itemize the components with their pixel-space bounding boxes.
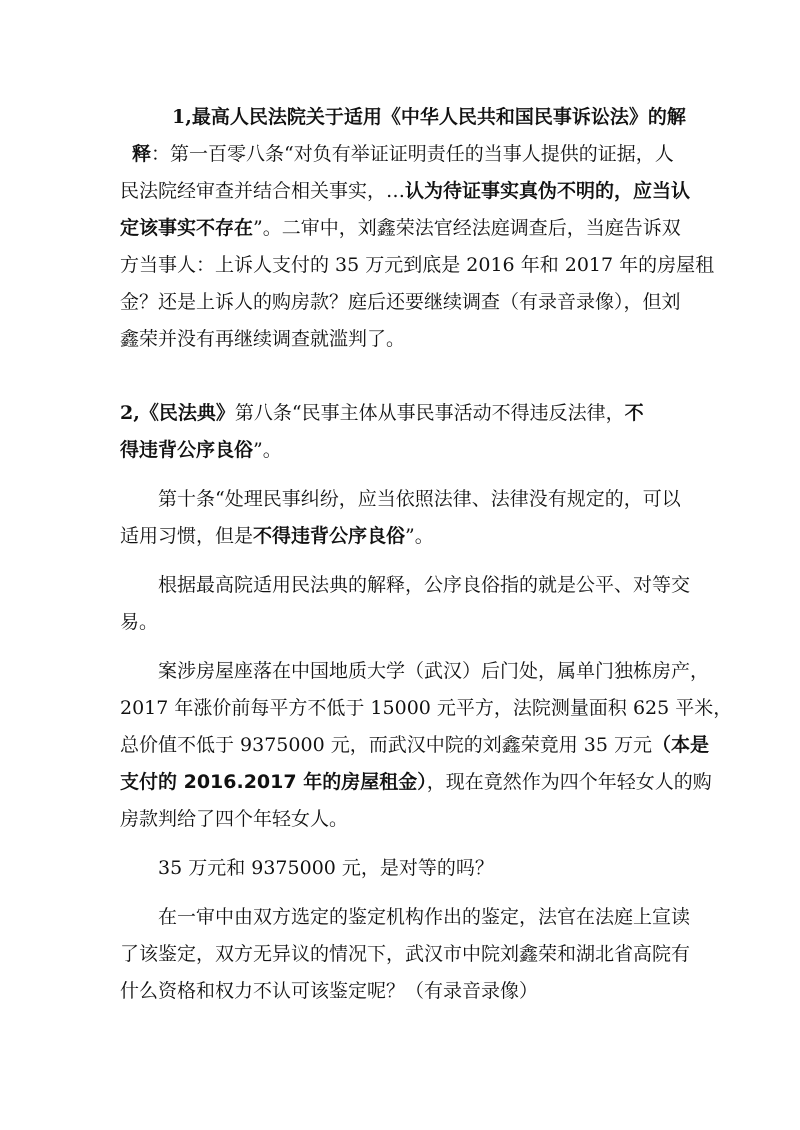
text-line [120,850,690,887]
bold-text-run: （本是 [651,734,709,756]
text-line [120,321,690,358]
bold-text-run: 不得违背公序良俗 [253,525,406,547]
text-run: 在一审中由双方选定的鉴定机构作出的鉴定，法官在法庭上宣读 [158,906,691,928]
text-line [120,518,690,555]
paragraph-appraisal-question [120,899,690,1010]
text-run: 什么资格和权力不认可该鉴定呢？（有录音录像） [120,980,539,1002]
text-run: 鑫荣并没有再继续调查就滥判了。 [120,328,406,350]
text-line [120,690,733,727]
text-run: 第八条“民事主体从事民事活动不得违反法律， [234,402,625,424]
text-line [120,432,690,469]
text-run: 金？还是上诉人的购房款？庭后还要继续调查（有录音录像），但刘 [120,291,681,313]
paragraph-property-valuation [120,653,733,838]
text-run: ”。 [405,525,434,547]
paragraph-equivalence-question [120,850,690,887]
text-line [120,481,690,518]
bold-text-run: 释 [132,143,152,165]
text-run: 2017 年涨价前每平方不低于 15000 元平方，法院测量面积 625 平米， [120,697,733,719]
text-run: 总价值不低于 9375000 元，而武汉中院的刘鑫荣竟用 35 万元 [120,734,652,756]
text-run: ，现在竟然作为四个年轻女人的购 [426,771,712,793]
text-line [120,936,690,973]
bold-text-run: 1, [172,106,192,128]
text-line [120,567,690,604]
paragraph-public-order-interpretation [120,567,690,641]
text-run: 易。 [120,611,159,633]
text-line [120,395,690,432]
text-line [120,136,690,173]
bold-text-run: 最高人民法院关于适用《中华人民共和国民事诉讼法》的解 [191,106,686,128]
text-line [120,653,710,690]
text-run: 房款判给了四个年轻女人。 [120,808,349,830]
bold-text-run: 不 [624,402,644,424]
text-run: 35 万元和 9375000 元，是对等的吗？ [158,857,494,879]
text-run: 了该鉴定，双方无异议的情况下，武汉市中院刘鑫荣和湖北省高院有 [120,943,691,965]
bold-text-run: 认为待证事实真伪不明的，应当认 [405,180,691,202]
text-line [120,801,690,838]
paragraph-civil-code-article-8 [120,395,690,469]
text-run: 民法院经审查并结合相关事实，… [120,180,406,202]
bold-text-run: 定该事实不存在 [120,217,254,239]
text-run: 适用习惯，但是 [120,525,254,547]
text-line [120,210,690,247]
text-line [120,727,709,764]
text-line [120,173,690,210]
text-line [120,284,690,321]
bold-text-run: 支付的 2016.2017 年的房屋租金） [120,771,427,793]
text-run: 案涉房屋座落在中国地质大学（武汉）后门处，属单门独栋房产， [158,660,710,682]
text-run: ”。 [253,439,282,461]
text-run: ”。二审中，刘鑫荣法官经法庭调查后，当庭告诉双 [253,217,681,239]
text-run: 根据最高院适用民法典的解释，公序良俗指的就是公平、对等交 [158,574,691,596]
text-run: 方当事人：上诉人支付的 35 万元到底是 2016 年和 2017 年的房屋租 [120,254,715,276]
paragraph-civil-procedure-interpretation [120,99,715,358]
text-run: ：第一百零八条“对负有举证证明责任的当事人提供的证据，人 [151,143,674,165]
text-line [120,604,690,641]
bold-text-run: 2, [120,402,140,424]
bold-text-run: 得违背公序良俗 [120,439,254,461]
text-line [120,973,690,1010]
text-run: 第十条“处理民事纠纷，应当依照法律、法律没有规定的，可以 [158,488,681,510]
paragraph-civil-code-article-10 [120,481,690,555]
text-line [120,764,712,801]
bold-text-run: 《民法典》 [139,402,235,424]
text-line [120,99,690,136]
text-line [120,899,690,936]
text-line [120,247,715,284]
